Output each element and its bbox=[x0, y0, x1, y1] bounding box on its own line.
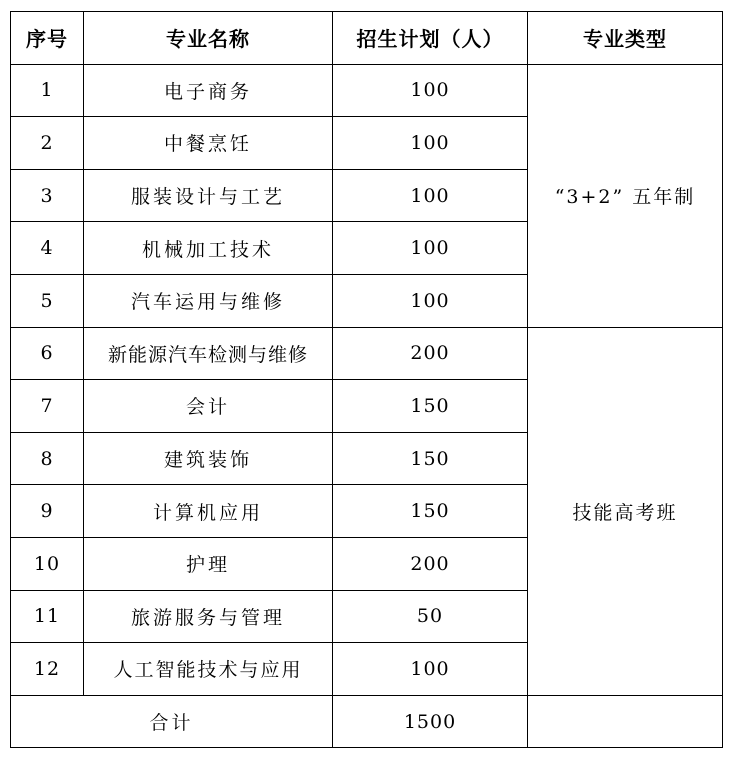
row-plan: 200 bbox=[333, 537, 528, 590]
row-seq: 7 bbox=[11, 380, 84, 433]
row-major-name: 计算机应用 bbox=[84, 485, 333, 538]
header-major-name: 专业名称 bbox=[84, 12, 333, 65]
row-plan: 100 bbox=[333, 222, 528, 275]
header-seq: 序号 bbox=[11, 12, 84, 65]
row-plan: 100 bbox=[333, 117, 528, 170]
header-row bbox=[11, 12, 723, 65]
row-major-name: 新能源汽车检测与维修 bbox=[84, 327, 333, 380]
total-label: 合计 bbox=[11, 695, 333, 748]
row-plan: 150 bbox=[333, 432, 528, 485]
row-seq: 3 bbox=[11, 169, 84, 222]
table-row bbox=[11, 327, 723, 380]
row-plan: 100 bbox=[333, 64, 528, 117]
row-plan: 100 bbox=[333, 274, 528, 327]
row-seq: 6 bbox=[11, 327, 84, 380]
row-plan: 200 bbox=[333, 327, 528, 380]
group-five-year: “3+2” 五年制 bbox=[528, 64, 723, 327]
row-seq: 12 bbox=[11, 643, 84, 696]
total-row bbox=[11, 695, 723, 748]
row-major-name: 服装设计与工艺 bbox=[84, 169, 333, 222]
header-enrollment-plan: 招生计划（人） bbox=[333, 12, 528, 65]
row-major-name: 护理 bbox=[84, 537, 333, 590]
row-plan: 50 bbox=[333, 590, 528, 643]
row-major-name: 机械加工技术 bbox=[84, 222, 333, 275]
row-plan: 150 bbox=[333, 380, 528, 433]
row-major-name: 汽车运用与维修 bbox=[84, 274, 333, 327]
row-major-name: 会计 bbox=[84, 380, 333, 433]
row-seq: 9 bbox=[11, 485, 84, 538]
row-seq: 2 bbox=[11, 117, 84, 170]
row-major-name: 建筑装饰 bbox=[84, 432, 333, 485]
total-type-empty bbox=[528, 695, 723, 748]
row-seq: 10 bbox=[11, 537, 84, 590]
row-seq: 11 bbox=[11, 590, 84, 643]
row-seq: 4 bbox=[11, 222, 84, 275]
row-seq: 5 bbox=[11, 274, 84, 327]
group-skills-exam: 技能高考班 bbox=[528, 327, 723, 695]
row-major-name: 旅游服务与管理 bbox=[84, 590, 333, 643]
row-seq: 8 bbox=[11, 432, 84, 485]
enrollment-plan-table bbox=[10, 11, 723, 748]
header-major-type: 专业类型 bbox=[528, 12, 723, 65]
table-row bbox=[11, 64, 723, 117]
total-value: 1500 bbox=[333, 695, 528, 748]
row-plan: 100 bbox=[333, 643, 528, 696]
row-major-name: 中餐烹饪 bbox=[84, 117, 333, 170]
row-major-name: 人工智能技术与应用 bbox=[84, 643, 333, 696]
row-plan: 100 bbox=[333, 169, 528, 222]
row-major-name: 电子商务 bbox=[84, 64, 333, 117]
row-seq: 1 bbox=[11, 64, 84, 117]
row-plan: 150 bbox=[333, 485, 528, 538]
